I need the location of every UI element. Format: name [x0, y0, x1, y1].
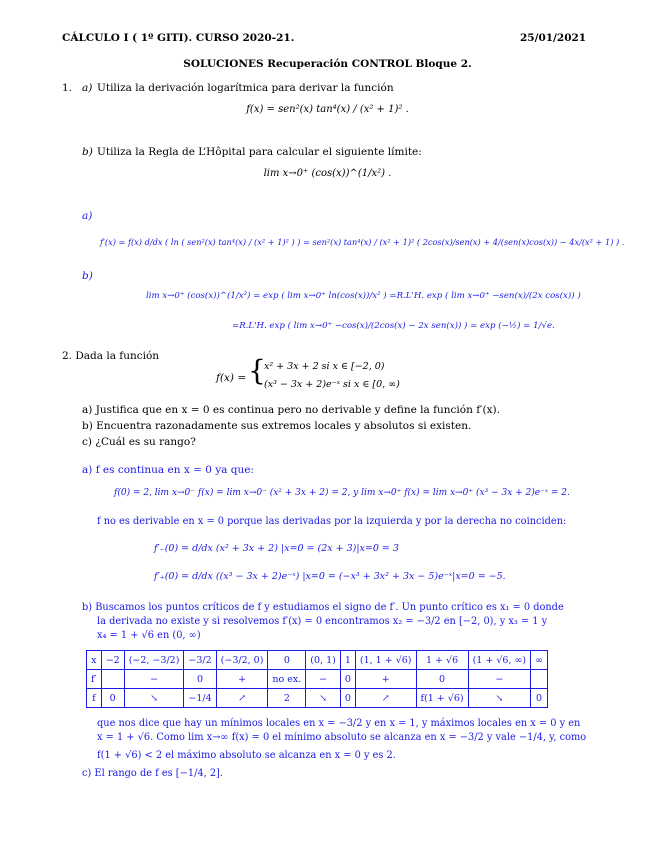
table-cell: + [216, 670, 268, 689]
sol1a-formula: f′(x) = f(x) d/dx ( ln ( sen²(x) tan⁴(x) / (x² + 1)² ) ) = sen²(x) tan⁴(x) / (x² + 1)² ( 2cos(x)/sen(x) + 4/(sen(x)cos(x)) − 4x/(x² + 1) ) . [100, 237, 625, 247]
sol2b-line1: b) Buscamos los puntos críticos de f y estudiamos el signo de f′. Un punto crítico es x₁ = 0 donde [82, 602, 564, 613]
sol2a-line1: a) f es continua en x = 0 ya que: [82, 464, 255, 476]
table-cell: no ex. [268, 670, 306, 689]
table-cell: 0 [340, 670, 355, 689]
table-cell: (0, 1) [306, 651, 341, 670]
q2-piece1: x² + 3x + 2 si x ∈ [−2, 0) [264, 361, 385, 372]
sol2b-line5: x = 1 + √6. Como lim x→∞ f(x) = 0 el mínimo absoluto se alcanza en x = −3/2 y vale −1/4, y, como [97, 732, 587, 743]
sol1b-label: b) [82, 270, 93, 282]
table-cell: + [355, 670, 416, 689]
q2a-text: a) Justifica que en x = 0 es continua pero no derivable y define la función f′(x). [82, 404, 500, 416]
table-cell: 0 [268, 651, 306, 670]
table-cell: −3/2 [184, 651, 216, 670]
table-cell: 1 [340, 651, 355, 670]
table-cell: x [87, 651, 102, 670]
table-cell: 0 [531, 689, 548, 708]
q1-number: 1. [62, 82, 73, 94]
q2c-text: c) ¿Cuál es su rango? [82, 436, 196, 448]
sol2b-line2: la derivada no existe y si resolvemos f′(x) = 0 encontramos x₂ = −3/2 en [−2, 0), y x₃ = 1 y [97, 616, 548, 627]
table-cell: 0 [184, 670, 216, 689]
q2b-text: b) Encuentra razonadamente sus extremos locales y absolutos si existen. [82, 420, 472, 432]
table-cell: 0 [101, 689, 124, 708]
sign-table [86, 650, 548, 708]
table-cell: ↘ [124, 689, 184, 708]
q1b-text: Utiliza la Regla de L’Hôpital para calcular el siguiente límite: [97, 146, 422, 158]
table-cell: ↗ [355, 689, 416, 708]
table-cell: f(1 + √6) [416, 689, 468, 708]
document-title: SOLUCIONES Recuperación CONTROL Bloque 2. [183, 58, 472, 70]
sol2b-line4: que nos dice que hay un mínimos locales en x = −3/2 y en x = 1, y máximos locales en x = 0 y en [97, 718, 581, 729]
sol1a-label: a) [82, 210, 93, 222]
sol2b-line3: x₄ = 1 + √6 en (0, ∞) [97, 630, 201, 641]
table-cell: 1 + √6 [416, 651, 468, 670]
table-cell: (−3/2, 0) [216, 651, 268, 670]
table-cell: − [306, 670, 341, 689]
sol2a-line2: f(0) = 2, lim x→0⁻ f(x) = lim x→0⁻ (x² + 3x + 2) = 2, y lim x→0⁺ f(x) = lim x→0⁺ (x³ − 3x + 2)e⁻ˣ = 2. [114, 488, 570, 498]
table-cell: 0 [340, 689, 355, 708]
q2-fx: f(x) = [216, 372, 247, 384]
q1a-text: Utiliza la derivación logarítmica para derivar la función [97, 82, 394, 94]
table-cell: −1/4 [184, 689, 216, 708]
sol2a-line3: f no es derivable en x = 0 porque las derivadas por la izquierda y por la derecha no coinciden: [97, 516, 567, 527]
sol1b-line1: lim x→0⁺ (cos(x))^(1/x²) = exp ( lim x→0⁺ ln(cos(x))/x² ) =R.L'H. exp ( lim x→0⁺ −sen(x)/(2x cos(x)) ) [146, 291, 581, 301]
q1b-formula: lim x→0⁺ (cos(x))^(1/x²) . [263, 168, 392, 179]
table-cell: ↗ [216, 689, 268, 708]
table-cell: − [124, 670, 184, 689]
table-cell: (1 + √6, ∞) [468, 651, 531, 670]
table-cell: (1, 1 + √6) [355, 651, 416, 670]
date: 25/01/2021 [520, 32, 587, 44]
q1b-label: b) [82, 146, 93, 158]
table-cell: 0 [416, 670, 468, 689]
q1a-formula: f(x) = sen²(x) tan⁴(x) / (x² + 1)² . [246, 104, 409, 115]
sol2b-line6: f(1 + √6) < 2 el máximo absoluto se alcanza en x = 0 y es 2. [97, 750, 396, 761]
table-row [87, 651, 548, 670]
table-cell: ↘ [468, 689, 531, 708]
sol2a-left-derivative: f′₋(0) = d/dx (x² + 3x + 2) |x=0 = (2x + 3)|x=0 = 3 [154, 543, 399, 554]
table-cell: − [468, 670, 531, 689]
table-cell: f′ [87, 670, 102, 689]
q2-piece2: (x³ − 3x + 2)e⁻ˣ si x ∈ [0, ∞) [264, 379, 400, 390]
table-cell: f [87, 689, 102, 708]
sol2c: c) El rango de f es [−1/4, 2]. [82, 768, 223, 779]
sol1b-line2: =R.L'H. exp ( lim x→0⁺ −cos(x)/(2cos(x) − 2x sen(x)) ) = exp (−½) = 1/√e. [232, 321, 555, 331]
table-cell: −2 [101, 651, 124, 670]
sol2a-right-derivative: f′₊(0) = d/dx ((x³ − 3x + 2)e⁻ˣ) |x=0 = (−x³ + 3x² + 3x − 5)e⁻ˣ|x=0 = −5. [154, 571, 506, 582]
q1a-label: a) [82, 82, 93, 94]
table-cell [101, 670, 124, 689]
piecewise-brace: { [248, 354, 266, 387]
table-row [87, 689, 548, 708]
table-cell: 2 [268, 689, 306, 708]
table-row [87, 670, 548, 689]
course-header: CÁLCULO I ( 1º GITI). CURSO 2020-21. [62, 32, 295, 44]
q2-intro: 2. Dada la función [62, 350, 160, 362]
table-cell: ∞ [531, 651, 548, 670]
table-cell: ↘ [306, 689, 341, 708]
table-cell: (−2, −3/2) [124, 651, 184, 670]
table-cell [531, 670, 548, 689]
